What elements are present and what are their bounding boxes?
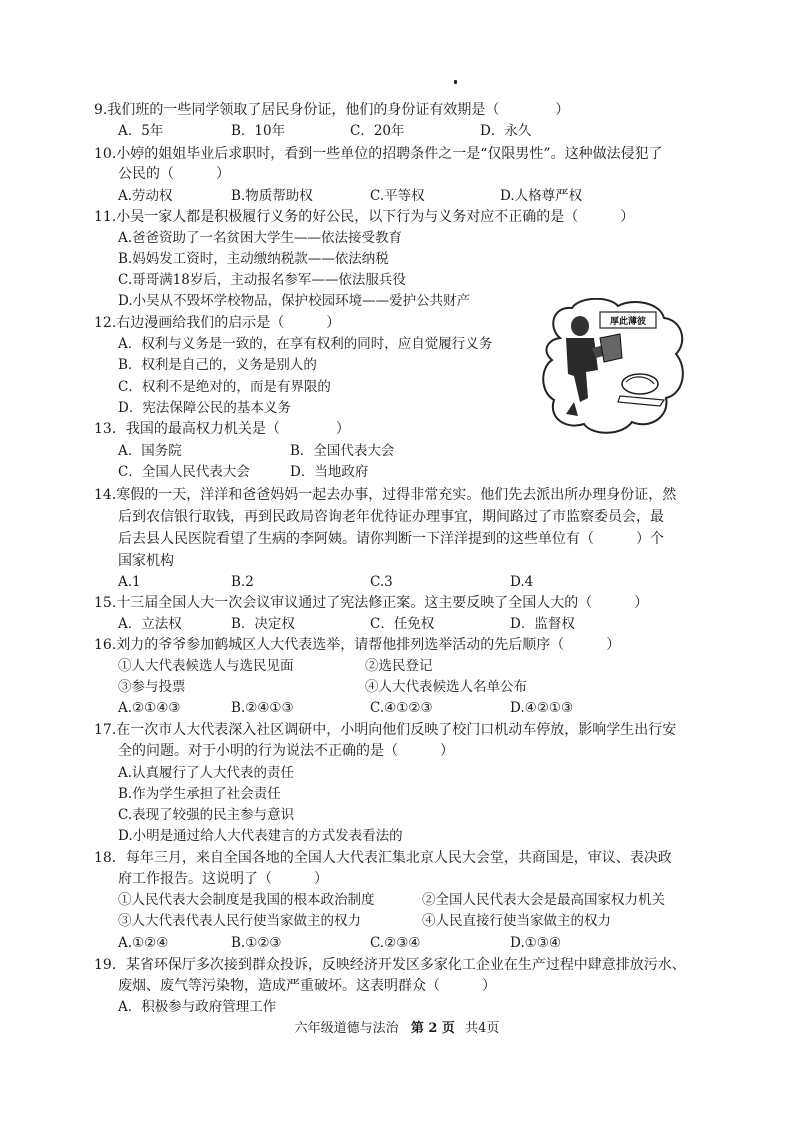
footer-subject: 六年级道德与法治: [294, 1021, 399, 1036]
q10-option-c: C.平等权: [370, 188, 425, 204]
q11-option-c: C.哥哥满18岁后，主动报名参军——依法服兵役: [118, 272, 406, 288]
q14-stem-line3: 后去县人民医院看望了生病的李阿姨。请你判断一下洋洋提到的这些单位有（ ）个: [118, 531, 664, 547]
q12-option-c: C．权利不是绝对的，而是有界限的: [118, 379, 331, 395]
q16-item-3: ③参与投票: [118, 679, 186, 695]
q16-item-1: ①人大代表候选人与选民见面: [118, 658, 294, 674]
q18-option-b: B.①②③: [231, 935, 282, 951]
q19-option-a: A．积极参与政府管理工作: [118, 999, 277, 1015]
q11-option-a: A.爸爸资助了一名贫困大学生——依法接受教育: [118, 230, 403, 246]
q12-option-d: D．宪法保障公民的基本义务: [118, 400, 291, 416]
q13-option-a: A．国务院: [118, 443, 182, 459]
q10-option-d: D.人格尊严权: [500, 188, 583, 204]
q9-stem: 9.我们班的一些同学领取了居民身份证，他们的身份证有效期是（ ）: [94, 102, 570, 118]
q18-option-d: D.①③④: [510, 935, 561, 951]
q11-stem: 11.小吴一家人都是积极履行义务的好公民，以下行为与义务对应不正确的是（ ）: [94, 209, 635, 225]
q19-stem-line2: 废烟、废气等污染物，造成严重破坏。这表明群众（ ）: [118, 978, 496, 994]
q15-option-d: D．监督权: [510, 616, 575, 632]
q18-option-c: C.②③④: [370, 935, 421, 951]
q9-option-d: D．永久: [480, 123, 532, 139]
held-bag: [600, 334, 622, 362]
q10-option-a: A.劳动权: [118, 188, 173, 204]
q13-stem: 13．我国的最高权力机关是（ ）: [94, 421, 350, 437]
q14-option-b: B.2: [231, 574, 254, 590]
q18-stem-line2: 府工作报告。这说明了（ ）: [118, 871, 328, 887]
q13-option-c: C．全国人民代表大会: [118, 464, 250, 480]
q17-option-c: C.表现了较强的民主参与意识: [118, 807, 295, 823]
q15-stem: 15.十三届全国人大一次会议审议通过了宪法修正案。这主要反映了全国人大的（ ）: [94, 595, 649, 611]
q13-option-b: B．全国代表大会: [290, 443, 395, 459]
q17-option-b: B.作为学生承担了社会责任: [118, 786, 281, 802]
q14-option-d: D.4: [510, 574, 534, 590]
q10-stem-line1: 10.小婷的姐姐毕业后求职时，看到一些单位的招聘条件之一是“仅限男性”。这种做法侵犯了: [94, 146, 663, 162]
q11-option-d: D.小吴从不毁坏学校物品，保护校园环境——爱护公共财产: [118, 293, 471, 309]
q18-item-1: ①人民代表大会制度是我国的根本政治制度: [118, 892, 375, 908]
q15-option-a: A．立法权: [118, 616, 182, 632]
q10-stem-line2: 公民的（ ）: [118, 166, 230, 182]
scan-speck: [454, 80, 457, 84]
footer-total-pages: 共4页: [465, 1021, 500, 1036]
q9-option-b: B．10年: [231, 123, 286, 139]
q18-option-a: A.①②④: [118, 935, 169, 951]
q18-item-2: ②全国人民代表大会是最高国家权力机关: [422, 892, 665, 908]
person-head: [571, 316, 589, 336]
q18-stem-line1: 18．每年三月，来自全国各地的全国人大代表汇集北京人民大会堂，共商国是，审议、表决政: [94, 850, 672, 866]
q16-stem: 16.刘力的爷爷参加鹤城区人大代表选举，请帮他排列选举活动的先后顺序（ ）: [94, 637, 621, 653]
q15-option-c: C．任免权: [370, 616, 435, 632]
q14-option-a: A.1: [118, 574, 141, 590]
q14-stem-line4: 国家机构: [118, 553, 174, 569]
cartoon-illustration: [540, 298, 688, 438]
q16-item-2: ②选民登记: [365, 658, 433, 674]
q9-option-a: A．5年: [118, 123, 164, 139]
q15-option-b: B．决定权: [231, 616, 295, 632]
q17-stem-line1: 17.在一次市人大代表深入社区调研中，小明向他们反映了校门口机动车停放，影响学生出行安: [94, 722, 677, 738]
q16-option-c: C.④①②③: [370, 700, 433, 716]
page-footer: [0, 1017, 794, 1036]
cartoon-caption: 厚此薄彼: [609, 317, 647, 327]
q9-option-c: C．20年: [350, 123, 405, 139]
footer-page-number: 第 2 页: [410, 1021, 455, 1036]
q16-option-b: B.②④①③: [231, 700, 294, 716]
q16-option-a: A.②①④③: [118, 700, 181, 716]
q14-stem-line1: 14.寒假的一天，洋洋和爸爸妈妈一起去办事，过得非常充实。他们先去派出所办理身份证，然: [94, 487, 677, 503]
q10-option-b: B.物质帮助权: [231, 188, 313, 204]
q12-option-b: B．权利是自己的，义务是别人的: [118, 357, 317, 373]
q11-option-b: B.妈妈发工资时，主动缴纳税款——依法纳税: [118, 251, 389, 267]
q19-stem-line1: 19．某省环保厅多次接到群众投诉，反映经济开发区多家化工企业在生产过程中肆意排放污水、: [94, 957, 686, 973]
q17-option-a: A.认真履行了人大代表的责任: [118, 765, 295, 781]
q18-item-4: ④人民直接行使当家做主的权力: [422, 913, 611, 929]
q14-option-c: C.3: [370, 574, 393, 590]
q16-item-4: ④人大代表候选人名单公布: [365, 679, 527, 695]
q13-option-d: D．当地政府: [290, 464, 369, 480]
q18-item-3: ③人大代表代表人民行使当家做主的权力: [118, 913, 361, 929]
q16-option-d: D.④②①③: [510, 700, 574, 716]
q12-option-a: A．权利与义务是一致的，在享有权利的同时，应自觉履行义务: [118, 336, 493, 352]
q14-stem-line2: 后到农信银行取钱，再到民政局咨询老年优待证办理事宜，期间路过了市监察委员会，最: [118, 509, 664, 525]
q17-stem-line2: 全的问题。对于小明的行为说法不正确的是（ ）: [118, 743, 454, 759]
q17-option-d: D.小明是通过给人大代表建言的方式发表看法的: [118, 828, 403, 844]
q12-stem: 12.右边漫画给我们的启示是（ ）: [94, 315, 341, 331]
